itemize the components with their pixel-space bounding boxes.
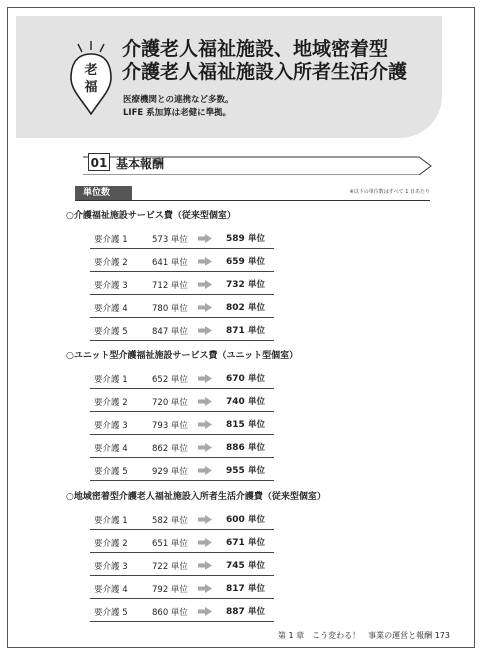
care-level: 要介護 1 (94, 235, 128, 245)
arrow-right-icon (198, 561, 212, 573)
new-units (226, 232, 265, 244)
care-level: 要介護 2 (94, 398, 128, 408)
arrow-right-icon (198, 326, 212, 338)
new-units-value: 600 (226, 515, 245, 525)
care-level: 要介護 4 (94, 585, 128, 595)
care-level: 要介護 4 (94, 444, 128, 454)
table-row (90, 389, 274, 412)
badge-char-top: 老 (84, 63, 98, 78)
new-units (226, 255, 265, 267)
new-units-value: 589 (226, 234, 245, 244)
arrow-right-icon (198, 303, 212, 315)
table-row (90, 412, 274, 435)
section-number: 01 (88, 153, 110, 171)
new-units (226, 395, 265, 407)
table-row (90, 272, 274, 295)
new-units-value: 740 (226, 397, 245, 407)
new-units-label: 単位 (247, 303, 265, 313)
new-units-label: 単位 (247, 561, 265, 571)
new-units (226, 582, 265, 594)
old-units: 641 単位 (152, 258, 188, 268)
table-title: ○介護福祉施設サービス費（従来型個室） (66, 211, 236, 221)
title-line-1: 介護老人福祉施設、地域密着型 (122, 38, 389, 60)
arrow-right-icon (198, 257, 212, 269)
care-level: 要介護 5 (94, 467, 128, 477)
table-row (90, 507, 274, 530)
care-level: 要介護 2 (94, 539, 128, 549)
new-units-value: 886 (226, 443, 245, 453)
old-units: 793 単位 (152, 421, 188, 431)
table-title: ○ユニット型介護福祉施設サービス費（ユニット型個室） (66, 351, 299, 361)
fee-table (90, 226, 274, 341)
care-level: 要介護 5 (94, 327, 128, 337)
page-number: 173 (434, 631, 450, 640)
old-units: 652 単位 (152, 375, 188, 385)
new-units (226, 536, 265, 548)
new-units-label: 単位 (247, 607, 265, 617)
old-units: 847 単位 (152, 327, 188, 337)
arrow-right-icon (198, 420, 212, 432)
unit-bar (75, 186, 430, 201)
table-row (90, 226, 274, 249)
care-level: 要介護 1 (94, 516, 128, 526)
old-units: 582 単位 (152, 516, 188, 526)
table-row (90, 553, 274, 576)
page-subtitle (123, 94, 234, 120)
new-units-value: 671 (226, 538, 245, 548)
care-level: 要介護 3 (94, 281, 128, 291)
page-frame (7, 7, 475, 648)
arrow-right-icon (198, 280, 212, 292)
old-units: 780 単位 (152, 304, 188, 314)
table-row (90, 318, 274, 341)
arrow-right-icon (198, 538, 212, 550)
new-units-label: 単位 (247, 420, 265, 430)
old-units: 712 単位 (152, 281, 188, 291)
unit-note: ※以下の単位数はすべて 1 日あたり (349, 189, 430, 195)
arrow-right-icon (198, 607, 212, 619)
new-units-value: 732 (226, 280, 245, 290)
section-header (75, 153, 435, 175)
table-row (90, 249, 274, 272)
care-level: 要介護 2 (94, 258, 128, 268)
unit-label: 単位数 (75, 186, 132, 200)
old-units: 860 単位 (152, 608, 188, 618)
new-units-label: 単位 (247, 538, 265, 548)
care-level: 要介護 1 (94, 375, 128, 385)
arrow-right-icon (198, 584, 212, 596)
new-units (226, 513, 265, 525)
old-units: 722 単位 (152, 562, 188, 572)
table-row (90, 530, 274, 553)
new-units (226, 418, 265, 430)
fee-table (90, 507, 274, 622)
arrow-right-icon (198, 374, 212, 386)
badge-char-bottom: 福 (84, 80, 98, 95)
new-units-label: 単位 (247, 397, 265, 407)
old-units: 651 単位 (152, 539, 188, 549)
new-units (226, 441, 265, 453)
fee-table (90, 366, 274, 481)
old-units: 573 単位 (152, 235, 188, 245)
section-title: 基本報酬 (116, 157, 165, 171)
new-units-label: 単位 (247, 326, 265, 336)
new-units-value: 817 (226, 584, 245, 594)
new-units-value: 670 (226, 374, 245, 384)
new-units-value: 887 (226, 607, 245, 617)
new-units (226, 301, 265, 313)
new-units-label: 単位 (247, 280, 265, 290)
care-level: 要介護 3 (94, 421, 128, 431)
subtitle-line-1: 医療機関との連携など多数。 (123, 95, 234, 105)
care-level: 要介護 4 (94, 304, 128, 314)
new-units-value: 802 (226, 303, 245, 313)
page-title (122, 38, 407, 84)
new-units-label: 単位 (247, 466, 265, 476)
footer-chapter: 第 1 章 こう変わる！ 事業の運営と報酬 (277, 631, 433, 640)
new-units-value: 659 (226, 257, 245, 267)
table-row (90, 458, 274, 481)
new-units (226, 605, 265, 617)
table-row (90, 576, 274, 599)
old-units: 792 単位 (152, 585, 188, 595)
new-units-value: 815 (226, 420, 245, 430)
new-units-label: 単位 (247, 443, 265, 453)
page-footer (278, 630, 450, 641)
old-units: 862 単位 (152, 444, 188, 454)
old-units: 929 単位 (152, 467, 188, 477)
new-units-label: 単位 (247, 515, 265, 525)
new-units-value: 745 (226, 561, 245, 571)
arrow-right-icon (198, 466, 212, 478)
old-units: 720 単位 (152, 398, 188, 408)
new-units-label: 単位 (247, 584, 265, 594)
care-level: 要介護 5 (94, 608, 128, 618)
care-level: 要介護 3 (94, 562, 128, 572)
new-units-label: 単位 (247, 257, 265, 267)
arrow-right-icon (198, 234, 212, 246)
new-units-label: 単位 (247, 374, 265, 384)
table-row (90, 435, 274, 458)
arrow-right-icon (198, 397, 212, 409)
new-units-value: 955 (226, 466, 245, 476)
subtitle-line-2: LIFE 系加算は老健に準拠。 (123, 108, 232, 118)
table-row (90, 366, 274, 389)
arrow-right-icon (198, 515, 212, 527)
new-units (226, 372, 265, 384)
new-units (226, 324, 265, 336)
elderly-care-badge-icon (66, 40, 116, 115)
table-row (90, 295, 274, 318)
new-units (226, 278, 265, 290)
title-line-2: 介護老人福祉施設入所者生活介護 (122, 61, 408, 83)
new-units (226, 559, 265, 571)
table-title: ○地域密着型介護老人福祉施設入所者生活介護費（従来型個室） (66, 492, 326, 502)
table-row (90, 599, 274, 622)
new-units-value: 871 (226, 326, 245, 336)
new-units-label: 単位 (247, 234, 265, 244)
new-units (226, 464, 265, 476)
arrow-right-icon (198, 443, 212, 455)
